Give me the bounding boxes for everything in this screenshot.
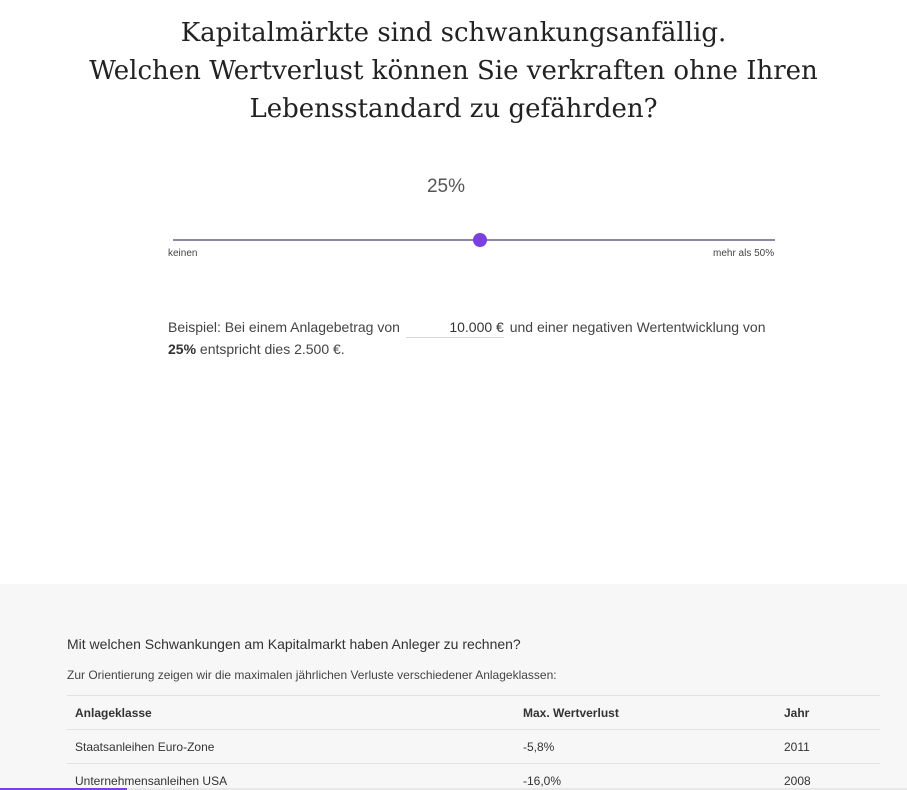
loss-tolerance-slider[interactable] — [173, 230, 775, 250]
slider-max-label: mehr als 50% — [713, 248, 775, 259]
table-cell-anlageklasse: Unternehmensanleihen USA — [75, 774, 228, 788]
question-line-2: Welchen Wertverlust können Sie verkraften ohne Ihren — [89, 56, 818, 86]
table-row — [67, 730, 880, 764]
example-middle: und einer negativen Wertentwicklung von — [509, 319, 766, 335]
table-row — [67, 764, 880, 790]
slider-value-label: 25% — [426, 176, 466, 197]
amount-input[interactable] — [406, 317, 504, 338]
info-subheading: Zur Orientierung zeigen wir die maximalen jährlichen Verluste verschiedener Anlageklassen: — [67, 668, 557, 682]
slider-min-label: keinen — [168, 248, 198, 259]
example-prefix: Beispiel: Bei einem Anlagebetrag von — [168, 319, 400, 335]
question-line-1: Kapitalmärkte sind schwankungsanfällig. — [180, 18, 727, 48]
table-cell-jahr: 2008 — [784, 774, 811, 788]
table-header-row — [67, 696, 880, 730]
question-line-3: Lebensstandard zu gefährden? — [249, 94, 658, 124]
info-heading: Mit welchen Schwankungen am Kapitalmarkt haben Anleger zu rechnen? — [67, 636, 521, 652]
column-header-anlageklasse: Anlageklasse — [75, 706, 152, 720]
table-cell-jahr: 2011 — [784, 740, 810, 754]
table-cell-wertverlust: -5,8% — [523, 740, 555, 754]
question-title — [0, 14, 907, 128]
slider-thumb[interactable] — [473, 233, 487, 247]
column-header-jahr: Jahr — [784, 706, 810, 720]
info-section — [0, 584, 907, 790]
example-suffix: entspricht dies 2.500 €. — [199, 341, 345, 357]
loss-table — [67, 695, 880, 790]
table-cell-wertverlust: -16,0% — [523, 774, 562, 788]
example-percent: 25% — [168, 341, 197, 357]
table-cell-anlageklasse: Staatsanleihen Euro-Zone — [75, 740, 215, 754]
column-header-wertverlust: Max. Wertverlust — [523, 706, 619, 720]
example-text — [168, 316, 778, 360]
